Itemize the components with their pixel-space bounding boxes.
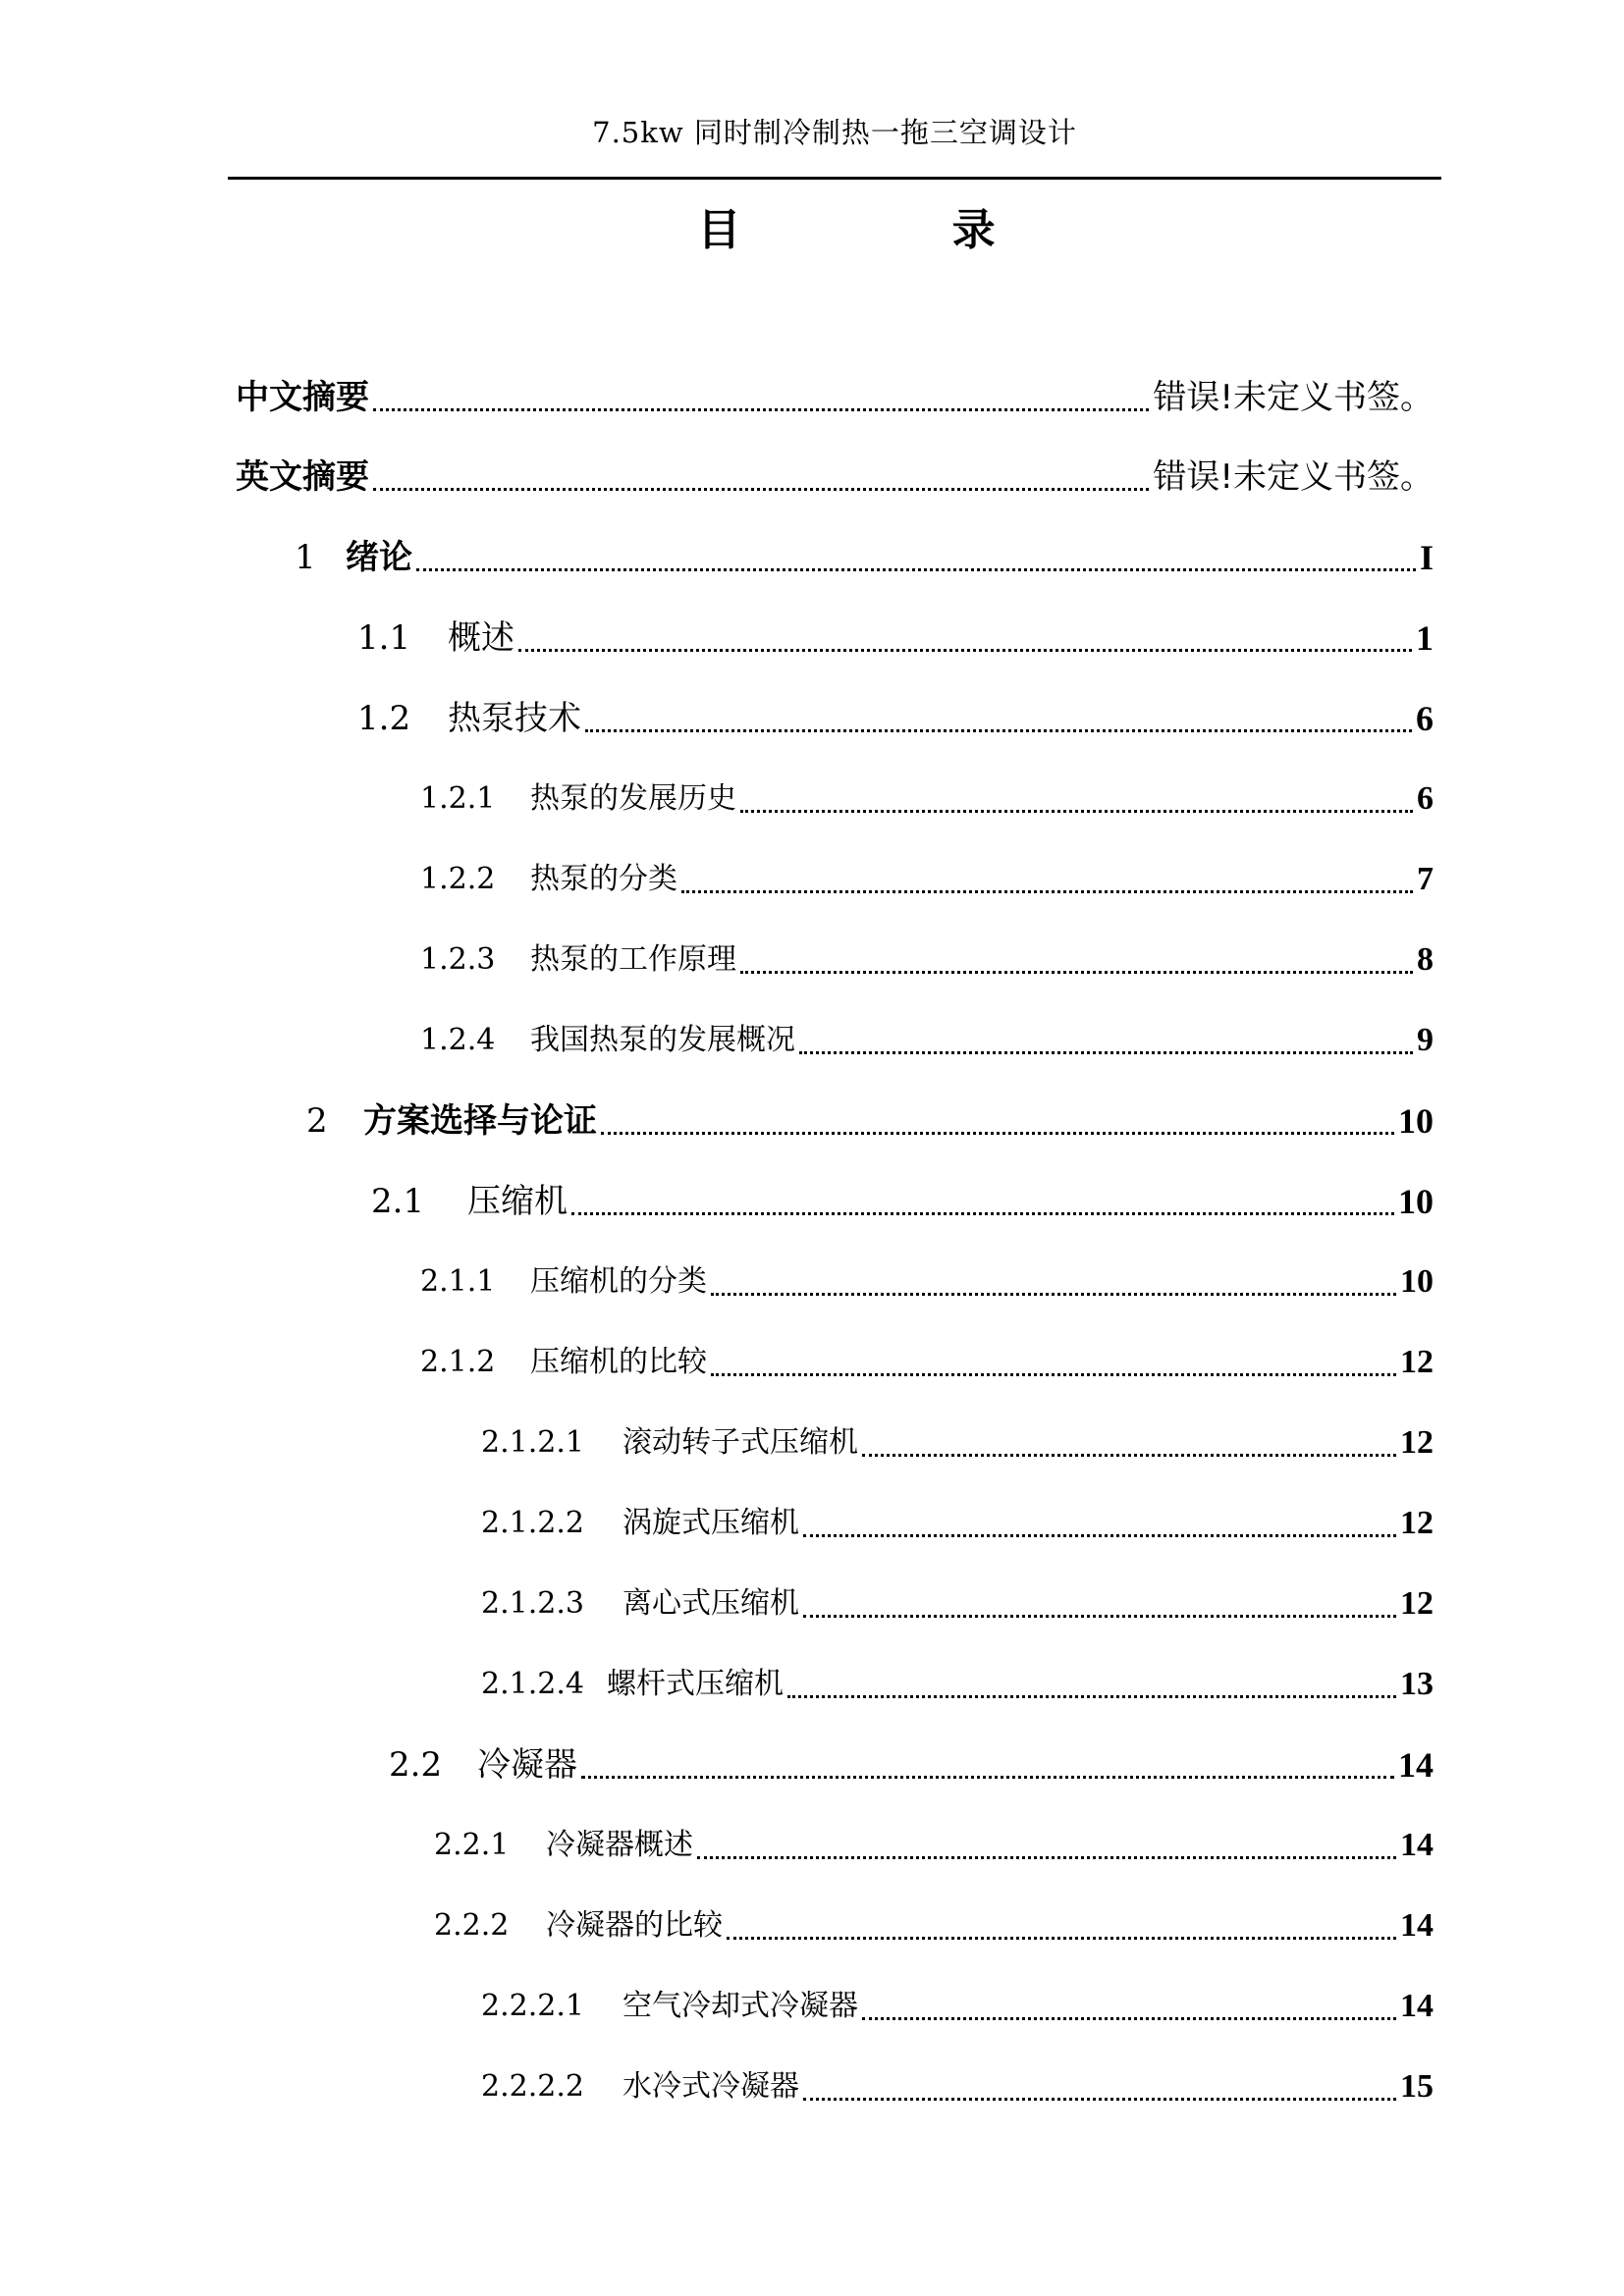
toc-entry-text: 热泵技术 (448, 699, 581, 738)
toc-entry-page: 8 (1417, 941, 1434, 978)
toc-leader-dots (862, 2017, 1396, 2020)
toc-leader-dots (416, 568, 1416, 571)
toc-entry-text: 英文摘要 (236, 457, 369, 497)
toc-entry-page: 13 (1400, 1666, 1434, 1702)
toc-entry-text: 中文摘要 (236, 378, 369, 417)
toc-leader-dots (799, 1051, 1413, 1054)
toc-entry-page: 10 (1398, 1101, 1434, 1141)
toc-entry-1-2-1[interactable] (420, 773, 1434, 822)
toc-entry-page: 14 (1400, 1827, 1434, 1863)
toc-entry-1-2-3[interactable] (420, 934, 1434, 983)
toc-entry-number: 1.2.4 (420, 1023, 496, 1057)
toc-entry-text: 滚动转子式压缩机 (623, 1425, 858, 1460)
toc-entry-text: 冷凝器概述 (546, 1828, 693, 1862)
toc-entry-page: 10 (1400, 1263, 1434, 1300)
toc-entry-page: 错误!未定义书签。 (1153, 457, 1434, 497)
toc-leader-dots (518, 649, 1412, 652)
toc-entry-text: 绪论 (346, 538, 412, 577)
toc-entry-2-2-1[interactable] (434, 1819, 1434, 1868)
toc-entry-2-1-2-1[interactable] (481, 1416, 1434, 1466)
toc-entry-2-2-2[interactable] (434, 1899, 1434, 1949)
toc-entry-1-2-2[interactable] (420, 853, 1434, 902)
toc-entry-page: 14 (1400, 1907, 1434, 1944)
toc-entry-2-1-1[interactable] (420, 1255, 1434, 1305)
toc-entry-1-2[interactable] (357, 692, 1434, 741)
toc-leader-dots (601, 1132, 1394, 1135)
toc-entry-page: 9 (1417, 1022, 1434, 1058)
toc-entry-abstract-cn[interactable] (236, 371, 1434, 420)
toc-entry-2-2-2-1[interactable] (481, 1980, 1434, 2029)
toc-entry-2-2[interactable] (389, 1738, 1434, 1788)
toc-entry-1-1[interactable] (357, 612, 1434, 661)
toc-entry-text: 涡旋式压缩机 (623, 1506, 799, 1540)
toc-entry-page: 6 (1416, 699, 1434, 738)
toc-entry-page: 14 (1400, 1988, 1434, 2024)
toc-entry-text: 压缩机 (467, 1182, 568, 1221)
toc-entry-number: 2.1.1 (420, 1264, 496, 1299)
toc-entry-text: 水冷式冷凝器 (623, 2069, 799, 2104)
toc-entry-text: 螺杆式压缩机 (607, 1667, 784, 1701)
toc-title: 目 录 (697, 205, 1064, 255)
toc-entry-number: 2.2.2.1 (481, 1989, 584, 2023)
toc-entry-text: 空气冷却式冷凝器 (623, 1989, 858, 2023)
toc-entry-number: 1 (295, 538, 316, 577)
toc-entry-number: 2.1.2.2 (481, 1506, 584, 1540)
toc-leader-dots (571, 1212, 1394, 1215)
toc-leader-dots (681, 890, 1413, 893)
toc-leader-dots (803, 2098, 1396, 2101)
toc-entry-page: 12 (1400, 1585, 1434, 1622)
toc-leader-dots (727, 1937, 1396, 1940)
toc-entry-number: 2.2.2 (434, 1908, 510, 1943)
toc-entry-abstract-en[interactable] (236, 451, 1434, 500)
toc-entry-number: 2.1.2 (420, 1345, 496, 1379)
toc-entry-number: 1.1 (357, 618, 411, 658)
toc-entry-text: 概述 (448, 618, 514, 658)
toc-entry-text: 压缩机的比较 (530, 1345, 707, 1379)
toc-entry-text: 离心式压缩机 (623, 1586, 799, 1621)
toc-entry-text: 方案选择与论证 (363, 1101, 597, 1141)
toc-leader-dots (740, 810, 1413, 813)
toc-entry-page: 14 (1398, 1745, 1434, 1785)
toc-entry-2-1-2-3[interactable] (481, 1577, 1434, 1627)
toc-entry-page: 12 (1400, 1424, 1434, 1461)
toc-entry-2-1-2[interactable] (420, 1336, 1434, 1385)
toc-leader-dots (697, 1856, 1396, 1859)
toc-entry-page: 10 (1398, 1182, 1434, 1221)
toc-entry-text: 热泵的发展历史 (530, 781, 736, 816)
toc-entry-text: 冷凝器 (477, 1745, 577, 1785)
toc-entry-number: 2.2.1 (434, 1828, 510, 1862)
toc-entry-2-2-2-2[interactable] (481, 2060, 1434, 2109)
toc-entry-text: 热泵的工作原理 (530, 942, 736, 977)
toc-leader-dots (787, 1695, 1396, 1698)
toc-entry-page: 12 (1400, 1344, 1434, 1380)
toc-entry-text: 我国热泵的发展概况 (530, 1023, 795, 1057)
toc-entry-page: 错误!未定义书签。 (1153, 378, 1434, 417)
toc-entry-number: 2.1 (371, 1182, 425, 1221)
toc-entry-page: 7 (1417, 861, 1434, 897)
toc-entry-number: 2.1.2.1 (481, 1425, 584, 1460)
toc-entry-2[interactable] (306, 1095, 1434, 1144)
toc-leader-dots (585, 729, 1412, 732)
toc-leader-dots (373, 408, 1149, 411)
toc-entry-number: 2.2 (389, 1745, 443, 1785)
toc-entry-page: 12 (1400, 1505, 1434, 1541)
toc-leader-dots (581, 1776, 1394, 1779)
toc-entry-2-1-2-4[interactable] (481, 1658, 1434, 1707)
toc-leader-dots (803, 1534, 1396, 1537)
toc-entry-number: 1.2.3 (420, 942, 496, 977)
toc-entry-text: 热泵的分类 (530, 862, 677, 896)
toc-leader-dots (711, 1373, 1396, 1376)
toc-entry-1-2-4[interactable] (420, 1014, 1434, 1063)
toc-entry-number: 2.2.2.2 (481, 2069, 584, 2104)
toc-entry-number: 1.2.1 (420, 781, 496, 816)
toc-leader-dots (862, 1454, 1396, 1457)
toc-entry-number: 1.2 (357, 699, 411, 738)
toc-entry-number: 2 (306, 1101, 328, 1141)
toc-leader-dots (803, 1615, 1396, 1618)
toc-leader-dots (740, 971, 1413, 974)
toc-entry-page: 6 (1417, 780, 1434, 817)
toc-entry-2-1-2-2[interactable] (481, 1497, 1434, 1546)
toc-leader-dots (373, 488, 1149, 491)
toc-entry-page: I (1419, 538, 1434, 577)
page-header: 7.5kw 同时制冷制热一拖三空调设计 (228, 108, 1441, 180)
toc-leader-dots (711, 1293, 1396, 1296)
toc-entry-number: 1.2.2 (420, 862, 496, 896)
toc-entry-text: 冷凝器的比较 (546, 1908, 723, 1943)
toc-entry-2-1[interactable] (371, 1175, 1434, 1224)
toc-entry-text: 压缩机的分类 (530, 1264, 707, 1299)
toc-entry-page: 15 (1400, 2068, 1434, 2105)
toc-entry-1[interactable] (295, 531, 1434, 580)
toc-entry-page: 1 (1416, 618, 1434, 658)
toc-entry-number: 2.1.2.3 (481, 1586, 584, 1621)
toc-entry-number: 2.1.2.4 (481, 1667, 584, 1701)
